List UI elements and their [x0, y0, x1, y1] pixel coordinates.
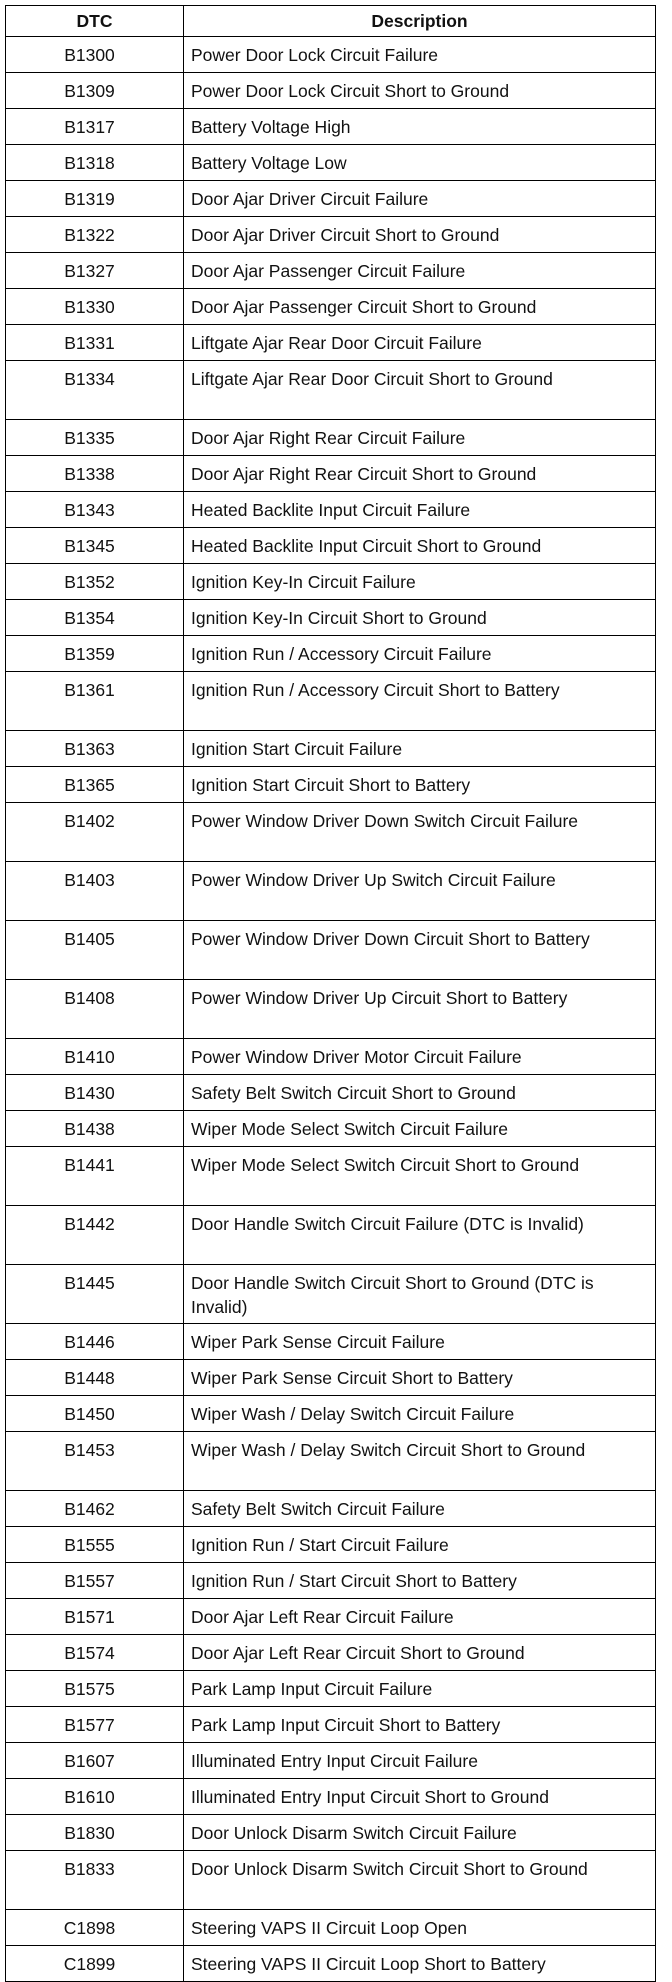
table-row: [6, 217, 656, 253]
dtc-code-cell: B1410: [6, 1039, 184, 1075]
table-row: [6, 862, 656, 921]
dtc-code-cell: B1317: [6, 109, 184, 145]
dtc-code-cell: B1322: [6, 217, 184, 253]
table-row: [6, 803, 656, 862]
dtc-description-cell: Heated Backlite Input Circuit Short to Ground: [184, 528, 656, 564]
table-row: [6, 1910, 656, 1946]
dtc-code-cell: B1330: [6, 289, 184, 325]
dtc-description-cell: Door Ajar Left Rear Circuit Short to Ground: [184, 1635, 656, 1671]
dtc-code-cell: B1446: [6, 1324, 184, 1360]
column-header-description: Description: [184, 6, 656, 37]
table-row: [6, 1851, 656, 1910]
dtc-code-cell: B1555: [6, 1527, 184, 1563]
dtc-code-cell: C1899: [6, 1946, 184, 1982]
dtc-code-cell: B1453: [6, 1432, 184, 1491]
dtc-description-cell: Ignition Start Circuit Short to Battery: [184, 767, 656, 803]
dtc-code-cell: B1833: [6, 1851, 184, 1910]
dtc-description-cell: Power Window Driver Up Circuit Short to Battery: [184, 980, 656, 1039]
dtc-description-cell: Illuminated Entry Input Circuit Short to Ground: [184, 1779, 656, 1815]
dtc-code-cell: B1352: [6, 564, 184, 600]
dtc-description-cell: Liftgate Ajar Rear Door Circuit Failure: [184, 325, 656, 361]
table-row: [6, 456, 656, 492]
dtc-description-cell: Power Door Lock Circuit Failure: [184, 37, 656, 73]
table-row: [6, 1671, 656, 1707]
table-row: [6, 731, 656, 767]
dtc-code-cell: B1363: [6, 731, 184, 767]
dtc-code-cell: B1354: [6, 600, 184, 636]
dtc-description-cell: Door Ajar Left Rear Circuit Failure: [184, 1599, 656, 1635]
dtc-description-cell: Park Lamp Input Circuit Short to Battery: [184, 1707, 656, 1743]
dtc-description-cell: Park Lamp Input Circuit Failure: [184, 1671, 656, 1707]
table-row: [6, 1396, 656, 1432]
table-row: [6, 361, 656, 420]
dtc-description-cell: Steering VAPS II Circuit Loop Open: [184, 1910, 656, 1946]
dtc-description-cell: Ignition Run / Accessory Circuit Short to Battery: [184, 672, 656, 731]
dtc-description-cell: Wiper Mode Select Switch Circuit Short to Ground: [184, 1147, 656, 1206]
dtc-description-cell: Door Handle Switch Circuit Failure (DTC is Invalid): [184, 1206, 656, 1265]
dtc-description-cell: Wiper Park Sense Circuit Failure: [184, 1324, 656, 1360]
dtc-description-cell: Ignition Key-In Circuit Failure: [184, 564, 656, 600]
table-row: [6, 1324, 656, 1360]
dtc-code-cell: B1607: [6, 1743, 184, 1779]
dtc-description-cell: Door Ajar Right Rear Circuit Failure: [184, 420, 656, 456]
table-row: [6, 1039, 656, 1075]
dtc-description-cell: Power Window Driver Down Switch Circuit Failure: [184, 803, 656, 862]
dtc-description-cell: Door Unlock Disarm Switch Circuit Short to Ground: [184, 1851, 656, 1910]
dtc-code-cell: B1309: [6, 73, 184, 109]
table-row: [6, 1147, 656, 1206]
dtc-description-cell: Liftgate Ajar Rear Door Circuit Short to Ground: [184, 361, 656, 420]
dtc-description-cell: Door Handle Switch Circuit Short to Ground (DTC is Invalid): [184, 1265, 656, 1324]
dtc-description-cell: Door Ajar Passenger Circuit Short to Ground: [184, 289, 656, 325]
dtc-code-cell: B1359: [6, 636, 184, 672]
dtc-table: [5, 5, 656, 1982]
table-row: [6, 528, 656, 564]
dtc-description-cell: Wiper Mode Select Switch Circuit Failure: [184, 1111, 656, 1147]
table-row: [6, 980, 656, 1039]
dtc-description-cell: Heated Backlite Input Circuit Failure: [184, 492, 656, 528]
dtc-code-cell: B1448: [6, 1360, 184, 1396]
dtc-sheet: [5, 5, 655, 1982]
table-row: [6, 767, 656, 803]
table-row: [6, 1111, 656, 1147]
dtc-description-cell: Door Unlock Disarm Switch Circuit Failure: [184, 1815, 656, 1851]
dtc-description-cell: Door Ajar Driver Circuit Failure: [184, 181, 656, 217]
dtc-description-cell: Safety Belt Switch Circuit Failure: [184, 1491, 656, 1527]
column-header-dtc: DTC: [6, 6, 184, 37]
dtc-description-cell: Wiper Wash / Delay Switch Circuit Failure: [184, 1396, 656, 1432]
dtc-code-cell: B1571: [6, 1599, 184, 1635]
dtc-description-cell: Safety Belt Switch Circuit Short to Ground: [184, 1075, 656, 1111]
table-row: [6, 420, 656, 456]
dtc-code-cell: B1405: [6, 921, 184, 980]
dtc-code-cell: B1830: [6, 1815, 184, 1851]
table-row: [6, 289, 656, 325]
table-row: [6, 564, 656, 600]
table-row: [6, 1075, 656, 1111]
dtc-description-cell: Battery Voltage High: [184, 109, 656, 145]
dtc-code-cell: B1327: [6, 253, 184, 289]
table-row: [6, 600, 656, 636]
dtc-code-cell: B1365: [6, 767, 184, 803]
dtc-code-cell: B1442: [6, 1206, 184, 1265]
header-row: [6, 6, 656, 37]
table-row: [6, 181, 656, 217]
dtc-description-cell: Door Ajar Right Rear Circuit Short to Ground: [184, 456, 656, 492]
dtc-description-cell: Wiper Wash / Delay Switch Circuit Short to Ground: [184, 1432, 656, 1491]
table-row: [6, 1635, 656, 1671]
table-row: [6, 1707, 656, 1743]
table-row: [6, 492, 656, 528]
table-row: [6, 73, 656, 109]
dtc-code-cell: B1345: [6, 528, 184, 564]
dtc-code-cell: C1898: [6, 1910, 184, 1946]
dtc-code-cell: B1438: [6, 1111, 184, 1147]
dtc-description-cell: Wiper Park Sense Circuit Short to Battery: [184, 1360, 656, 1396]
dtc-code-cell: B1450: [6, 1396, 184, 1432]
dtc-description-cell: Ignition Key-In Circuit Short to Ground: [184, 600, 656, 636]
table-row: [6, 1779, 656, 1815]
dtc-code-cell: B1441: [6, 1147, 184, 1206]
dtc-code-cell: B1300: [6, 37, 184, 73]
dtc-code-cell: B1319: [6, 181, 184, 217]
dtc-code-cell: B1343: [6, 492, 184, 528]
dtc-description-cell: Ignition Start Circuit Failure: [184, 731, 656, 767]
table-row: [6, 672, 656, 731]
dtc-code-cell: B1610: [6, 1779, 184, 1815]
dtc-description-cell: Power Window Driver Up Switch Circuit Failure: [184, 862, 656, 921]
dtc-code-cell: B1575: [6, 1671, 184, 1707]
table-row: [6, 37, 656, 73]
dtc-description-cell: Power Window Driver Down Circuit Short to Battery: [184, 921, 656, 980]
table-row: [6, 145, 656, 181]
dtc-code-cell: B1334: [6, 361, 184, 420]
dtc-code-cell: B1402: [6, 803, 184, 862]
dtc-code-cell: B1331: [6, 325, 184, 361]
table-row: [6, 1743, 656, 1779]
dtc-code-cell: B1408: [6, 980, 184, 1039]
dtc-code-cell: B1335: [6, 420, 184, 456]
dtc-description-cell: Battery Voltage Low: [184, 145, 656, 181]
dtc-description-cell: Illuminated Entry Input Circuit Failure: [184, 1743, 656, 1779]
table-row: [6, 1360, 656, 1396]
dtc-code-cell: B1445: [6, 1265, 184, 1324]
dtc-code-cell: B1430: [6, 1075, 184, 1111]
dtc-code-cell: B1403: [6, 862, 184, 921]
dtc-description-cell: Ignition Run / Accessory Circuit Failure: [184, 636, 656, 672]
table-row: [6, 1206, 656, 1265]
table-row: [6, 1815, 656, 1851]
dtc-code-cell: B1361: [6, 672, 184, 731]
dtc-code-cell: B1557: [6, 1563, 184, 1599]
dtc-code-cell: B1577: [6, 1707, 184, 1743]
dtc-description-cell: Door Ajar Driver Circuit Short to Ground: [184, 217, 656, 253]
table-row: [6, 1265, 656, 1324]
dtc-code-cell: B1574: [6, 1635, 184, 1671]
dtc-code-cell: B1462: [6, 1491, 184, 1527]
dtc-code-cell: B1338: [6, 456, 184, 492]
table-row: [6, 921, 656, 980]
table-row: [6, 253, 656, 289]
table-row: [6, 1527, 656, 1563]
table-row: [6, 1432, 656, 1491]
table-header: [6, 6, 656, 37]
table-row: [6, 109, 656, 145]
table-row: [6, 1563, 656, 1599]
dtc-description-cell: Power Door Lock Circuit Short to Ground: [184, 73, 656, 109]
dtc-code-cell: B1318: [6, 145, 184, 181]
dtc-description-cell: Power Window Driver Motor Circuit Failure: [184, 1039, 656, 1075]
dtc-description-cell: Door Ajar Passenger Circuit Failure: [184, 253, 656, 289]
dtc-description-cell: Ignition Run / Start Circuit Failure: [184, 1527, 656, 1563]
table-row: [6, 636, 656, 672]
table-row: [6, 325, 656, 361]
table-row: [6, 1599, 656, 1635]
table-body: [6, 37, 656, 1982]
dtc-description-cell: Ignition Run / Start Circuit Short to Battery: [184, 1563, 656, 1599]
table-row: [6, 1491, 656, 1527]
dtc-description-cell: Steering VAPS II Circuit Loop Short to Battery: [184, 1946, 656, 1982]
